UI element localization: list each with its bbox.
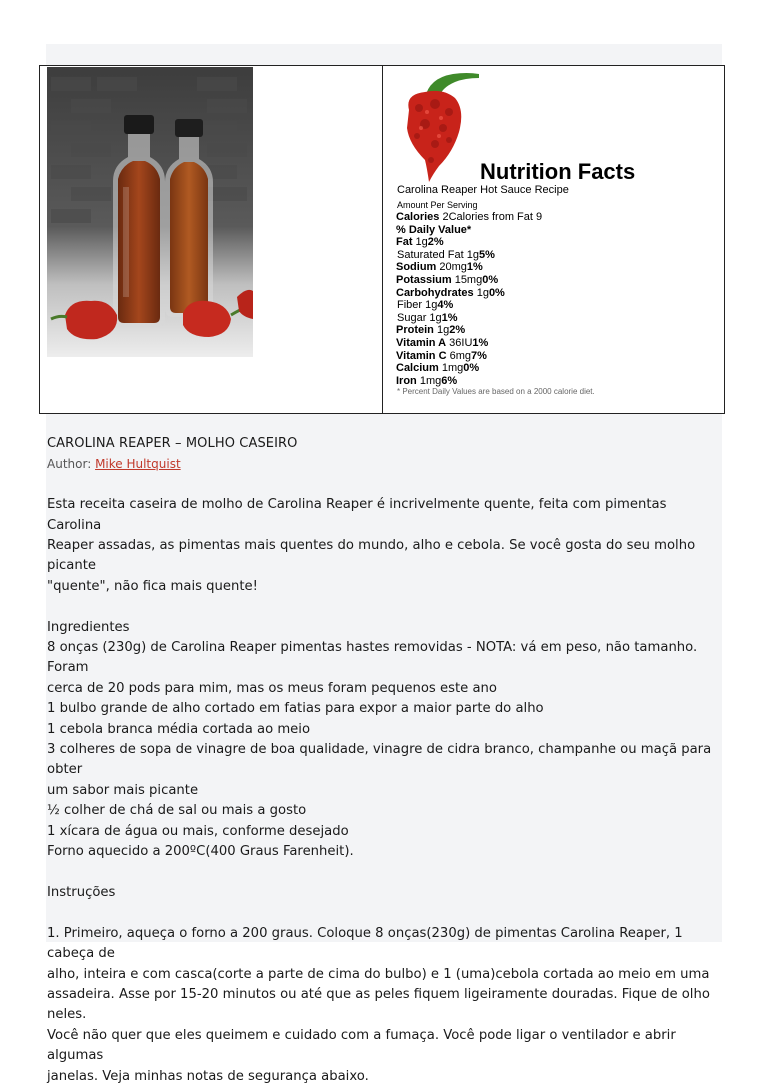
nutrition-label: % Daily Value* xyxy=(396,223,472,236)
nutrition-value: 1g xyxy=(422,299,438,312)
nutrition-daily-pct: 6% xyxy=(441,374,458,387)
ingredient-line: Forno aquecido a 200ºC(400 Graus Farenheit). xyxy=(47,844,354,860)
nutrition-facts-panel xyxy=(389,66,725,413)
nutrition-row xyxy=(396,287,505,299)
nutrition-footnote: * Percent Daily Values are based on a 2000 calorie diet. xyxy=(397,387,595,396)
author-line xyxy=(47,454,723,474)
nutrition-daily-pct: 1% xyxy=(466,261,483,274)
carolina-reaper-pepper-icon xyxy=(395,68,483,184)
ingredient-line: 8 onças (230g) de Carolina Reaper pimentas hastes removidas - NOTA: vá em peso, não tamanho. Foram xyxy=(47,640,698,676)
author-label: Author: xyxy=(47,457,92,472)
nutrition-row xyxy=(397,312,458,324)
nutrition-label: Sodium xyxy=(396,261,437,274)
ingredient-line: 1 bulbo grande de alho cortado em fatias para expor a maior parte do alho xyxy=(47,701,544,717)
ingredient-line: 3 colheres de sopa de vinagre de boa qualidade, vinagre de cidra branco, champanhe ou maçã para obter xyxy=(47,742,712,778)
nutrition-facts-heading: Nutrition Facts xyxy=(480,159,636,184)
header-table xyxy=(39,65,725,414)
hot-sauce-bottles-photo xyxy=(47,67,253,357)
nutrition-daily-pct: 2% xyxy=(449,324,466,337)
nutrition-value: 1mg xyxy=(416,374,442,387)
intro-line-1: Esta receita caseira de molho de Carolina Reaper é incrivelmente quente, feita com pimentas Carolina xyxy=(47,497,667,533)
nutrition-label: Carbohydrates xyxy=(396,286,474,299)
nutrition-daily-pct: 1% xyxy=(472,337,489,349)
nutrition-row xyxy=(397,299,453,311)
nutrition-daily-pct: 0% xyxy=(463,362,480,375)
nutrition-row xyxy=(397,249,495,261)
nutrition-row xyxy=(396,350,487,362)
nutrition-label: Iron xyxy=(396,374,417,387)
nutrition-value: 2Calories from Fat 9 xyxy=(439,211,543,223)
step1-line: 1. Primeiro, aqueça o forno a 200 graus. Coloque 8 onças(230g) de pimentas Carolina Reaper, 1 cabeça de xyxy=(47,925,683,962)
nutrition-daily-pct: 2% xyxy=(427,236,444,249)
nutrition-value: 1g xyxy=(463,248,479,261)
nutrition-value: 1g xyxy=(473,286,489,299)
nutrition-label: Vitamin C xyxy=(396,349,447,362)
nutrition-daily-pct: 1% xyxy=(441,311,458,324)
ingredient-line: um sabor mais picante xyxy=(47,782,199,798)
recipe-name: Carolina Reaper Hot Sauce Recipe xyxy=(397,184,569,196)
amount-per-serving: Amount Per Serving xyxy=(397,200,478,210)
nutrition-value: 1g xyxy=(433,324,450,337)
ingredient-line: 1 cebola branca média cortada ao meio xyxy=(47,721,311,737)
nutrition-row xyxy=(396,236,444,248)
nutrition-label: Calories xyxy=(396,211,440,223)
step1-line: janelas. Veja minhas notas de segurança abaixo. xyxy=(47,1068,369,1084)
recipe-content xyxy=(47,434,723,1087)
nutrition-daily-pct: 7% xyxy=(471,349,487,362)
nutrition-label: Potassium xyxy=(396,274,452,286)
nutrition-value: 1mg xyxy=(438,362,464,375)
nutrition-row xyxy=(396,362,479,374)
nutrition-label: Fiber xyxy=(397,299,423,312)
step1-line: Você não quer que eles queimem e cuidado com a fumaça. Você pode ligar o ventilador e abrir algumas xyxy=(47,1027,676,1064)
nutrition-label: Sugar xyxy=(397,311,427,324)
nutrition-label: Saturated Fat xyxy=(397,248,464,261)
nutrition-label: Calcium xyxy=(396,362,439,375)
intro-line-3: "quente", não fica mais quente! xyxy=(47,578,258,594)
nutrition-value: 1g xyxy=(412,236,428,249)
nutrition-label: Protein xyxy=(396,324,434,337)
intro-line-2: Reaper assadas, as pimentas mais quentes do mundo, alho e cebola. Se você gosta do seu molho picante xyxy=(47,538,696,574)
nutrition-row xyxy=(396,274,498,286)
author-link[interactable]: Mike Hultquist xyxy=(95,457,181,472)
ingredient-line: cerca de 20 pods para mim, mas os meus foram pequenos este ano xyxy=(47,680,497,696)
nutrition-daily-pct: 5% xyxy=(478,248,495,261)
nutrition-value: 15mg xyxy=(451,274,483,286)
nutrition-row xyxy=(396,375,457,387)
ingredient-line: ½ colher de chá de sal ou mais a gosto xyxy=(47,803,307,819)
table-divider xyxy=(382,66,383,413)
ingredients-heading: Ingredientes xyxy=(47,619,130,635)
ingredient-line: 1 xícara de água ou mais, conforme desejado xyxy=(47,823,349,839)
nutrition-row xyxy=(396,324,465,336)
nutrition-daily-pct: 4% xyxy=(437,299,454,312)
instructions-heading: Instruções xyxy=(47,884,116,900)
nutrition-value: 36IU xyxy=(446,337,473,349)
nutrition-label: Fat xyxy=(396,236,413,249)
nutrition-row xyxy=(396,337,488,349)
step1-line: alho, inteira e com casca(corte a parte de cima do bulbo) e 1 (uma)cebola cortada ao meio em uma xyxy=(47,966,710,982)
step1-line: assadeira. Asse por 15-20 minutos ou até que as peles fiquem ligeiramente douradas. Fique de olho neles. xyxy=(47,986,710,1023)
nutrition-label: Vitamin A xyxy=(396,337,447,349)
nutrition-row xyxy=(396,224,471,236)
nutrition-daily-pct: 0% xyxy=(488,286,505,299)
nutrition-value: 6mg xyxy=(446,349,471,362)
nutrition-row xyxy=(396,261,483,273)
nutrition-row xyxy=(396,211,542,223)
nutrition-value: 1g xyxy=(426,311,442,324)
recipe-title: CAROLINA REAPER – MOLHO CASEIRO xyxy=(47,436,298,451)
nutrition-value: 20mg xyxy=(436,261,467,274)
nutrition-daily-pct: 0% xyxy=(482,274,499,286)
